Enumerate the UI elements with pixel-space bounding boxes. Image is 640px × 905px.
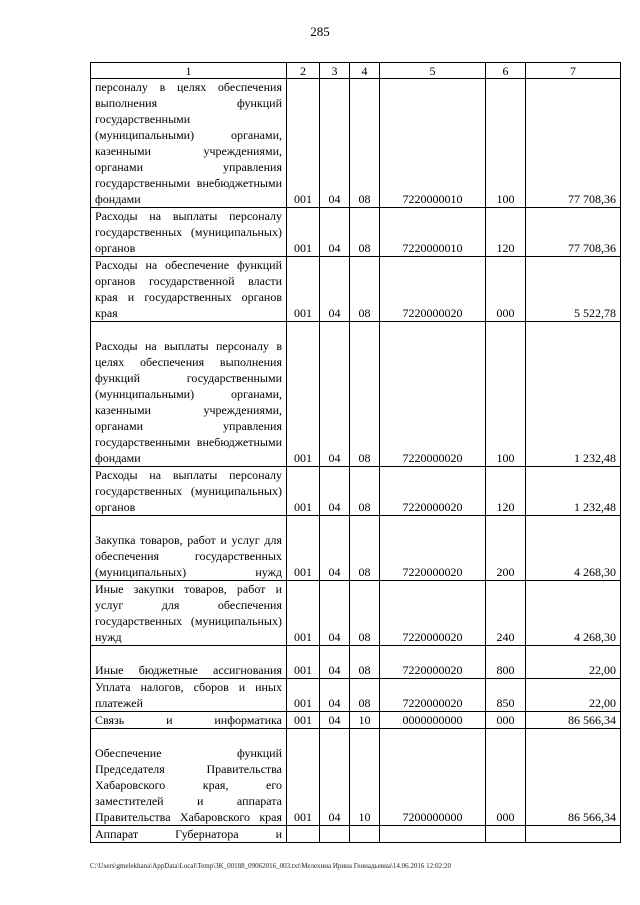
table-row xyxy=(91,257,621,322)
expense-type-code-cell: 120 xyxy=(486,208,526,257)
row-name-cell: Закупка товаров, работ и услуг для обеспечения государственных (муниципальных) нужд xyxy=(91,516,287,581)
expense-type-code-cell: 240 xyxy=(486,581,526,646)
ministry-code-cell xyxy=(287,826,320,843)
expense-type-code-cell: 800 xyxy=(486,646,526,679)
column-header: 6 xyxy=(486,63,526,79)
row-name-cell: Аппарат Губернатора и xyxy=(91,826,287,843)
target-item-code-cell: 0000000000 xyxy=(380,712,486,729)
table-row xyxy=(91,322,621,467)
table-row xyxy=(91,712,621,729)
table-row xyxy=(91,729,621,826)
section-code-cell: 04 xyxy=(320,208,350,257)
column-header: 1 xyxy=(91,63,287,79)
row-name-cell: Обеспечение функций Председателя Правительства Хабаровского края, его заместителей и аппарата Правительства Хабаровского края xyxy=(91,729,287,826)
amount-cell: 5 522,78 xyxy=(526,257,621,322)
subsection-code-cell: 08 xyxy=(350,257,380,322)
section-code-cell: 04 xyxy=(320,712,350,729)
amount-cell: 1 232,48 xyxy=(526,467,621,516)
subsection-code-cell: 08 xyxy=(350,679,380,712)
target-item-code-cell: 7220000020 xyxy=(380,322,486,467)
table-row xyxy=(91,646,621,679)
section-code-cell: 04 xyxy=(320,581,350,646)
row-name-cell: персоналу в целях обеспечения выполнения функций государственными (муниципальными) органами, казенными учреждениями, органами управления государственными внебюджетными фондами xyxy=(91,79,287,208)
row-name-cell: Связь и информатика xyxy=(91,712,287,729)
amount-cell: 86 566,34 xyxy=(526,712,621,729)
target-item-code-cell xyxy=(380,826,486,843)
row-name-cell: Иные закупки товаров, работ и услуг для обеспечения государственных (муниципальных) нужд xyxy=(91,581,287,646)
section-code-cell: 04 xyxy=(320,322,350,467)
column-header: 4 xyxy=(350,63,380,79)
file-path-footer: C:\Users\gmelekhana\AppData\Local\Temp\3K_00188_09062016_003.txt\Мелехина Ирина Геннадьевна\14.06.2016 12:02:20 xyxy=(90,862,452,870)
row-name-cell: Иные бюджетные ассигнования xyxy=(91,646,287,679)
subsection-code-cell xyxy=(350,826,380,843)
amount-cell: 22,00 xyxy=(526,679,621,712)
amount-cell: 77 708,36 xyxy=(526,79,621,208)
ministry-code-cell: 001 xyxy=(287,712,320,729)
table-row xyxy=(91,516,621,581)
ministry-code-cell: 001 xyxy=(287,467,320,516)
section-code-cell: 04 xyxy=(320,729,350,826)
row-name-cell: Расходы на выплаты персоналу в целях обеспечения выполнения функций государственными (муниципальными) органами, казенными учреждениями, органами управления государственными внебюджетными фондами xyxy=(91,322,287,467)
table-header-row xyxy=(91,63,621,79)
ministry-code-cell: 001 xyxy=(287,581,320,646)
column-header: 3 xyxy=(320,63,350,79)
target-item-code-cell: 7220000020 xyxy=(380,581,486,646)
column-header: 5 xyxy=(380,63,486,79)
expense-type-code-cell: 000 xyxy=(486,729,526,826)
section-code-cell xyxy=(320,826,350,843)
ministry-code-cell: 001 xyxy=(287,208,320,257)
amount-cell: 86 566,34 xyxy=(526,729,621,826)
table-row xyxy=(91,826,621,843)
column-header: 2 xyxy=(287,63,320,79)
target-item-code-cell: 7220000020 xyxy=(380,679,486,712)
subsection-code-cell: 08 xyxy=(350,467,380,516)
expense-type-code-cell: 850 xyxy=(486,679,526,712)
section-code-cell: 04 xyxy=(320,257,350,322)
ministry-code-cell: 001 xyxy=(287,257,320,322)
section-code-cell: 04 xyxy=(320,679,350,712)
target-item-code-cell: 7220000020 xyxy=(380,646,486,679)
subsection-code-cell: 08 xyxy=(350,79,380,208)
target-item-code-cell: 7220000010 xyxy=(380,79,486,208)
subsection-code-cell: 08 xyxy=(350,581,380,646)
target-item-code-cell: 7220000020 xyxy=(380,257,486,322)
ministry-code-cell: 001 xyxy=(287,679,320,712)
subsection-code-cell: 08 xyxy=(350,208,380,257)
ministry-code-cell: 001 xyxy=(287,322,320,467)
table-row xyxy=(91,679,621,712)
expense-type-code-cell: 100 xyxy=(486,322,526,467)
subsection-code-cell: 10 xyxy=(350,729,380,826)
page-number: 285 xyxy=(310,24,330,39)
subsection-code-cell: 10 xyxy=(350,712,380,729)
ministry-code-cell: 001 xyxy=(287,79,320,208)
subsection-code-cell: 08 xyxy=(350,646,380,679)
amount-cell xyxy=(526,826,621,843)
section-code-cell: 04 xyxy=(320,516,350,581)
column-header: 7 xyxy=(526,63,621,79)
expense-type-code-cell: 200 xyxy=(486,516,526,581)
section-code-cell: 04 xyxy=(320,646,350,679)
subsection-code-cell: 08 xyxy=(350,516,380,581)
row-name-cell: Расходы на выплаты персоналу государственных (муниципальных) органов xyxy=(91,208,287,257)
row-name-cell: Уплата налогов, сборов и иных платежей xyxy=(91,679,287,712)
amount-cell: 4 268,30 xyxy=(526,581,621,646)
expense-type-code-cell: 000 xyxy=(486,712,526,729)
target-item-code-cell: 7220000020 xyxy=(380,467,486,516)
section-code-cell: 04 xyxy=(320,79,350,208)
subsection-code-cell: 08 xyxy=(350,322,380,467)
table-row xyxy=(91,208,621,257)
table-row xyxy=(91,467,621,516)
section-code-cell: 04 xyxy=(320,467,350,516)
amount-cell: 1 232,48 xyxy=(526,322,621,467)
expense-type-code-cell xyxy=(486,826,526,843)
row-name-cell: Расходы на выплаты персоналу государственных (муниципальных) органов xyxy=(91,467,287,516)
ministry-code-cell: 001 xyxy=(287,646,320,679)
table-row xyxy=(91,79,621,208)
ministry-code-cell: 001 xyxy=(287,516,320,581)
expense-type-code-cell: 000 xyxy=(486,257,526,322)
expense-type-code-cell: 120 xyxy=(486,467,526,516)
target-item-code-cell: 7220000020 xyxy=(380,516,486,581)
table-row xyxy=(91,581,621,646)
budget-table xyxy=(90,62,621,843)
target-item-code-cell: 7220000010 xyxy=(380,208,486,257)
amount-cell: 22,00 xyxy=(526,646,621,679)
amount-cell: 77 708,36 xyxy=(526,208,621,257)
row-name-cell: Расходы на обеспечение функций органов государственной власти края и государственных органов края xyxy=(91,257,287,322)
target-item-code-cell: 7200000000 xyxy=(380,729,486,826)
amount-cell: 4 268,30 xyxy=(526,516,621,581)
ministry-code-cell: 001 xyxy=(287,729,320,826)
expense-type-code-cell: 100 xyxy=(486,79,526,208)
